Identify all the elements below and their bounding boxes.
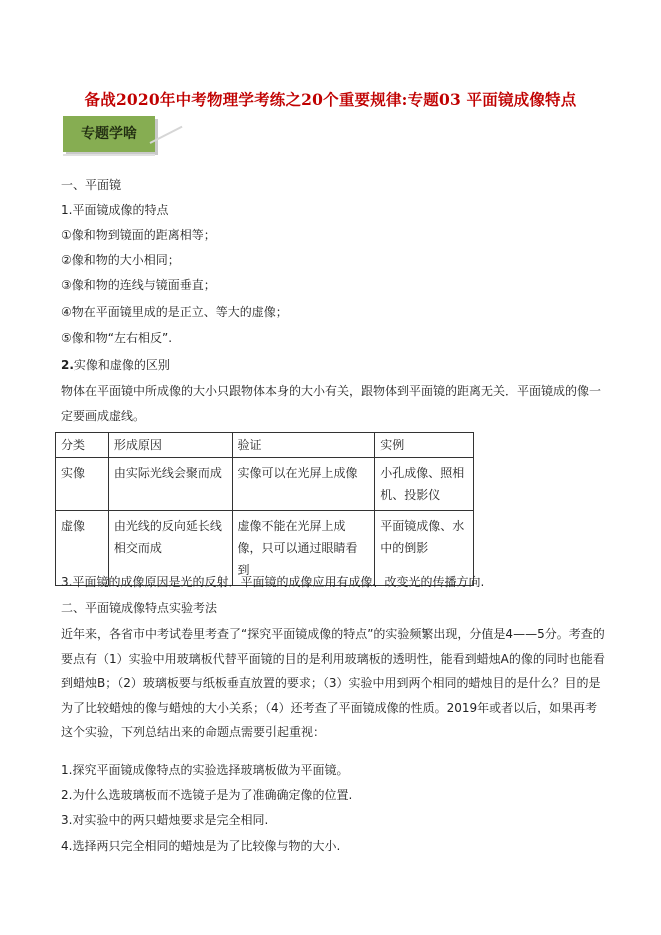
subheading-number: 2. [61, 358, 74, 372]
topic-tag-label: 专题学啥 [81, 126, 137, 142]
feature-item-5: ⑤像和物“左右相反”. [61, 331, 173, 345]
feature-item-3: ③像和物的连线与镜面垂直； [61, 278, 216, 292]
section1-heading: 一、平面镜 [61, 178, 122, 192]
table-row [56, 458, 474, 511]
table-header-cell: 验证 [232, 433, 375, 458]
subheading-real-virtual [61, 357, 621, 373]
feature-item-2: ②像和物的大小相同； [61, 253, 180, 267]
table-cell: 平面镜成像、水中的倒影 [375, 511, 474, 586]
exam-point-1: 1.探究平面镜成像特点的实验选择玻璃板做为平面镜。 [61, 763, 349, 777]
table-cell: 虚像 [56, 511, 109, 586]
comparison-table [55, 432, 474, 586]
table-cell: 虚像不能在光屏上成像，只可以通过眼睛看到 [232, 511, 375, 586]
real-virtual-paragraph: 物体在平面镜中所成像的大小只跟物体本身的大小有关，跟物体到平面镜的距离无关．平面镜成的像一定要画成虚线。 [61, 384, 602, 423]
table-header-cell: 实例 [375, 433, 474, 458]
topic-tag-box [63, 116, 155, 152]
subheading-text: 实像和虚像的区别 [73, 358, 170, 372]
table-header-cell: 形成原因 [108, 433, 232, 458]
imaging-cause-note: 3.平面镜的成像原因是光的反射．平面镜的成像应用有成像、改变光的传播方向. [61, 575, 485, 589]
exam-point-4: 4.选择两只完全相同的蜡烛是为了比较像与物的大小. [61, 839, 341, 853]
feature-item-1: ①像和物到镜面的距离相等； [61, 228, 216, 242]
exam-point-3: 3.对实验中的两只蜡烛要求是完全相同. [61, 813, 269, 827]
feature-item-4: ④物在平面镜里成的是正立、等大的虚像； [61, 305, 288, 319]
table-cell: 实像可以在光屏上成像 [232, 458, 375, 511]
table-header-cell: 分类 [56, 433, 109, 458]
table-cell: 小孔成像、照相机、投影仪 [375, 458, 474, 511]
subheading-mirror-features: 1.平面镜成像的特点 [61, 203, 169, 217]
section2-paragraph: 近年来，各省市中考试卷里考查了“探究平面镜成像的特点”的实验频繁出现，分值是4——5分。考查的要点有（1）实验中用玻璃板代替平面镜的目的是利用玻璃板的透明性，能看到蜡烛A的像的同时也能看到蜡烛B；（2）玻璃板要与纸板垂直放置的要求；（3）实验中用到两个相同的蜡烛目的是什么？目的是为了比较蜡烛的像与蜡烛的大小关系；（4）还考查了平面镜成像的性质。2019年或者以后，如果再考这个实验，下列总结出来的命题点需要引起重视： [61, 627, 605, 740]
exam-point-2: 2.为什么选玻璃板而不选镜子是为了准确确定像的位置. [61, 788, 353, 802]
table-cell: 由实际光线会聚而成 [108, 458, 232, 511]
section2-heading: 二、平面镜成像特点实验考法 [61, 601, 218, 615]
table-header-row [56, 433, 474, 458]
table-cell: 由光线的反向延长线相交而成 [108, 511, 232, 586]
page-title: 备战2020年中考物理学考练之20个重要规律:专题03 平面镜成像特点 [84, 90, 577, 109]
tag-underline [63, 154, 155, 156]
table-cell: 实像 [56, 458, 109, 511]
